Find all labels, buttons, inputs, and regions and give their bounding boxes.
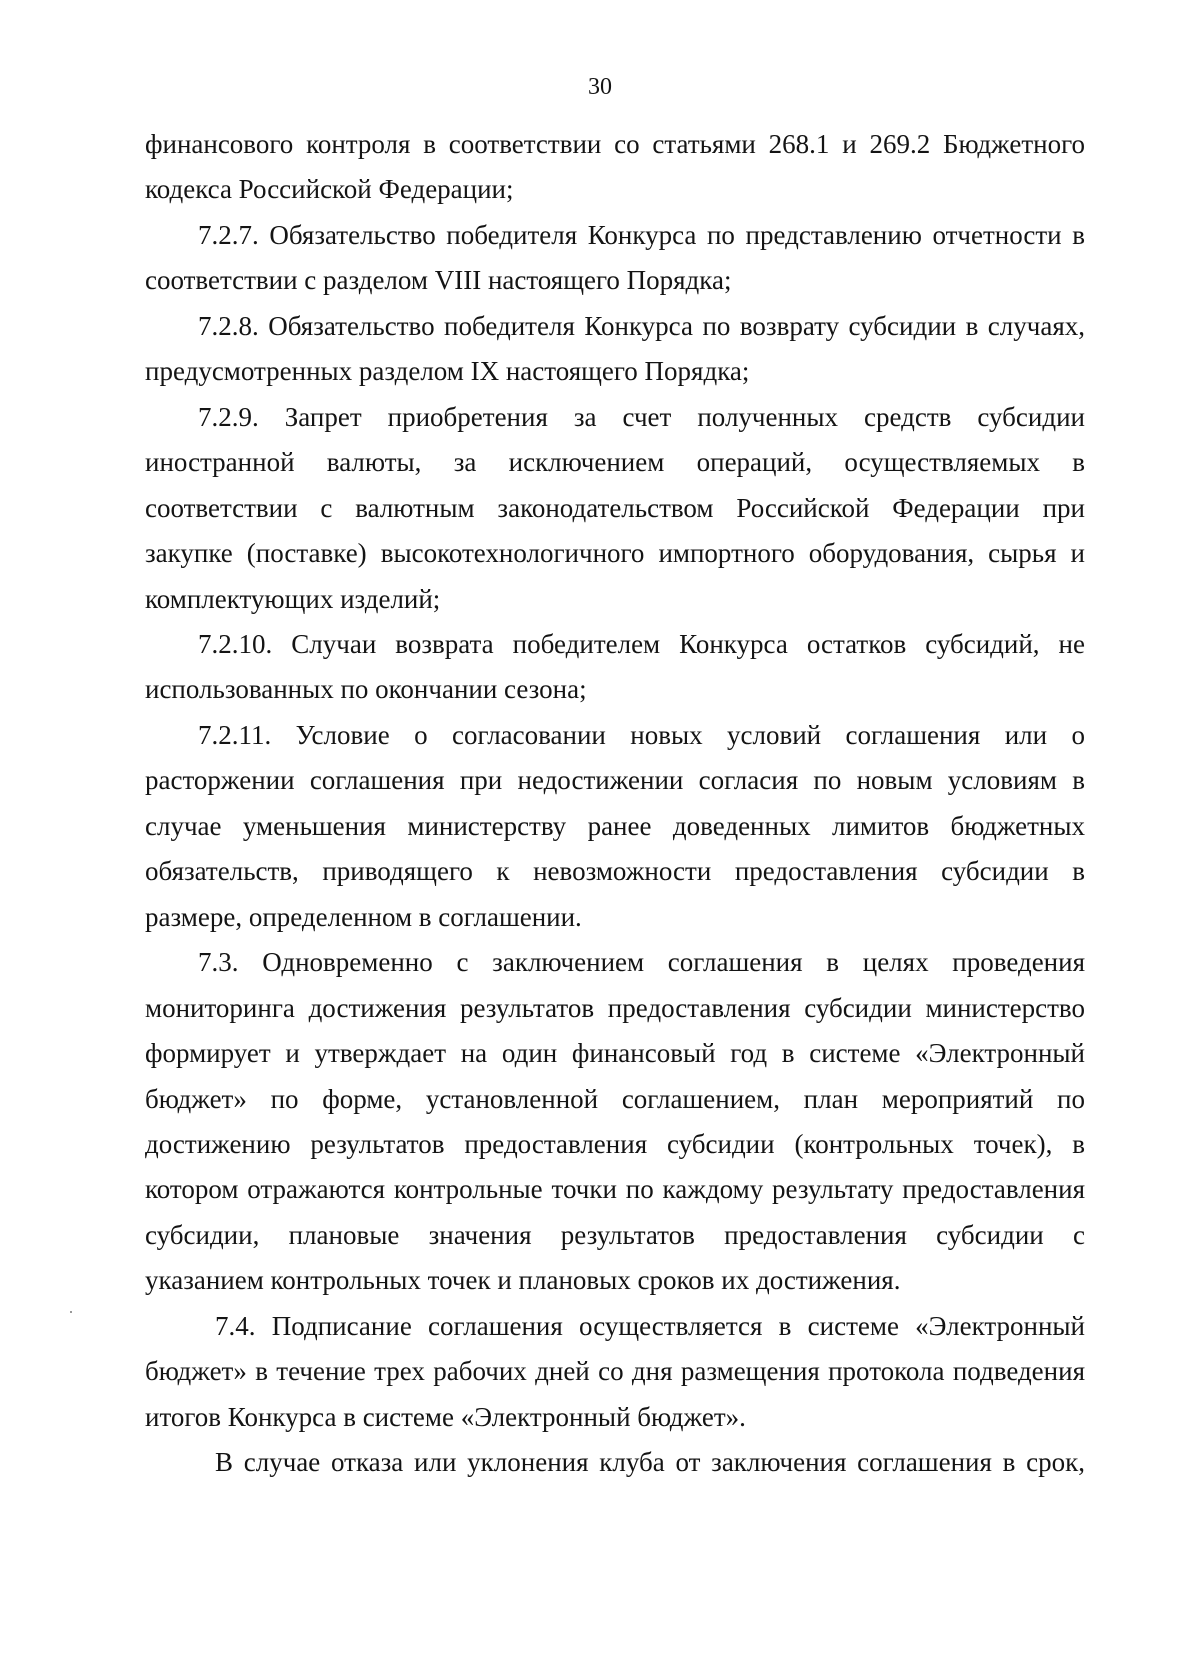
text-line: предусмотренных разделом IX настоящего Порядка; [145, 356, 750, 386]
text-line: 7.3. Одновременно с заключением соглашения в целях проведения [198, 947, 1085, 977]
text-line: иностранной валюты, за исключением операций, осуществляемых в [145, 447, 1085, 477]
text-line: 7.2.10. Случаи возврата победителем Конкурса остатков субсидий, не [198, 629, 1085, 659]
text-line: итогов Конкурса в системе «Электронный бюджет». [145, 1402, 746, 1432]
page-number: 30 [588, 74, 612, 100]
scan-artifact [70, 1311, 72, 1313]
text-line: закупке (поставке) высокотехнологичного импортного оборудования, сырья и [145, 538, 1085, 568]
text-line: соответствии с разделом VIII настоящего Порядка; [145, 265, 732, 295]
text-line: 7.2.8. Обязательство победителя Конкурса по возврату субсидии в случаях, [198, 311, 1085, 341]
text-line: обязательств, приводящего к невозможности предоставления субсидии в [145, 856, 1085, 886]
text-line: размере, определенном в соглашении. [145, 902, 582, 932]
text-line: 7.2.9. Запрет приобретения за счет полученных средств субсидии [198, 402, 1085, 432]
text-line: формирует и утверждает на один финансовый год в системе «Электронный [145, 1038, 1085, 1068]
text-line: бюджет» в течение трех рабочих дней со дня размещения протокола подведения [145, 1356, 1085, 1386]
text-line: случае уменьшения министерству ранее доведенных лимитов бюджетных [145, 811, 1085, 841]
text-line: субсидии, плановые значения результатов предоставления субсидии с [145, 1220, 1085, 1250]
text-line: финансового контроля в соответствии со статьями 268.1 и 269.2 Бюджетного [145, 129, 1085, 159]
text-line: соответствии с валютным законодательством Российской Федерации при [145, 493, 1085, 523]
text-line: мониторинга достижения результатов предоставления субсидии министерство [145, 993, 1085, 1023]
text-line: расторжении соглашения при недостижении согласия по новым условиям в [145, 765, 1085, 795]
text-line: 7.4. Подписание соглашения осуществляется в системе «Электронный [215, 1311, 1085, 1341]
text-line: 7.2.7. Обязательство победителя Конкурса по представлению отчетности в [198, 220, 1085, 250]
text-line: кодекса Российской Федерации; [145, 174, 514, 204]
text-line: бюджет» по форме, установленной соглашением, план мероприятий по [145, 1084, 1085, 1114]
text-line: достижению результатов предоставления субсидии (контрольных точек), в [145, 1129, 1085, 1159]
text-line: комплектующих изделий; [145, 584, 441, 614]
text-line: 7.2.11. Условие о согласовании новых условий соглашения или о [198, 720, 1085, 750]
text-line: использованных по окончании сезона; [145, 674, 587, 704]
text-line: В случае отказа или уклонения клуба от заключения соглашения в срок, [215, 1447, 1085, 1477]
text-line: котором отражаются контрольные точки по каждому результату предоставления [145, 1174, 1085, 1204]
text-line: указанием контрольных точек и плановых сроков их достижения. [145, 1265, 901, 1295]
